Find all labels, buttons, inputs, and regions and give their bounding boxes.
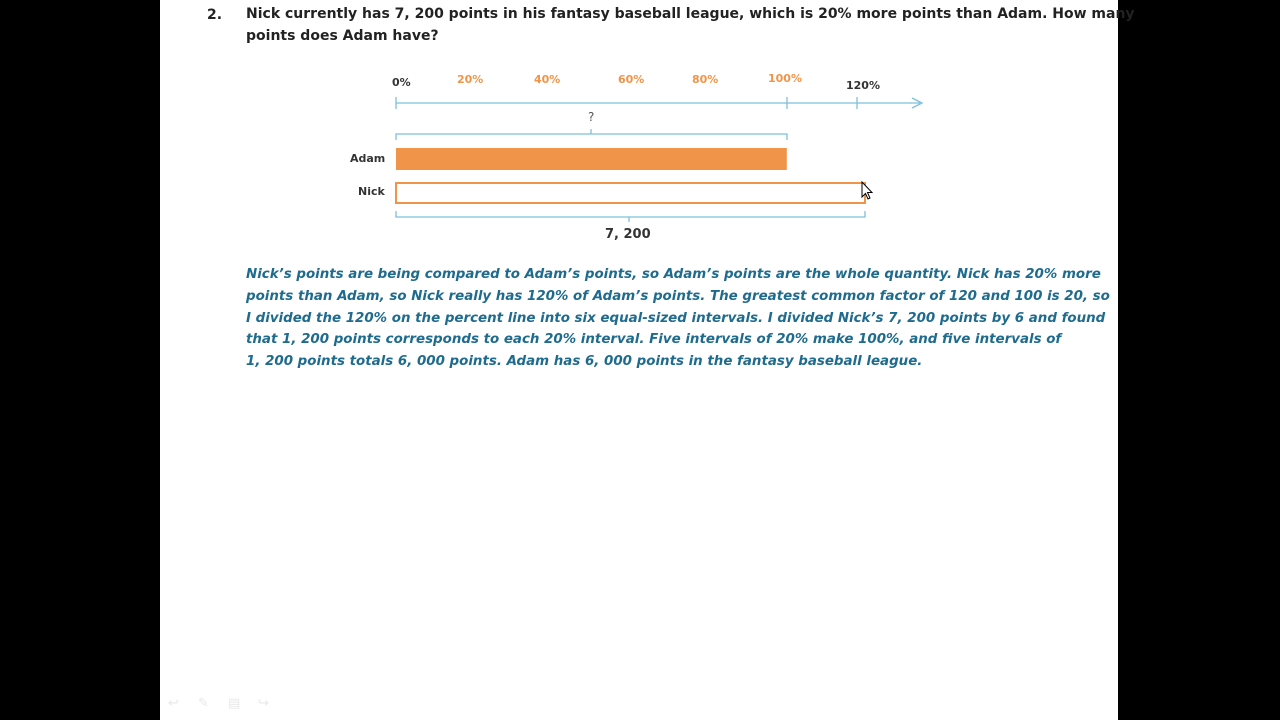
- total-label: 7, 200: [605, 227, 651, 242]
- question-text-line-2: points does Adam have?: [246, 28, 439, 44]
- nick-label: Nick: [358, 185, 385, 198]
- percent-label-40: 40%: [534, 73, 561, 86]
- answer-line-2: points than Adam, so Nick really has 120% of Adam’s points. The greatest common factor of 120 and 100 is 20, so: [246, 289, 1110, 304]
- pen-icon[interactable]: ✎: [198, 696, 209, 711]
- adam-label: Adam: [350, 152, 386, 165]
- question-number: 2.: [207, 7, 223, 23]
- slide: [160, 0, 1135, 720]
- nick-bracket: [396, 211, 865, 217]
- answer-line-4: that 1, 200 points corresponds to each 20% interval. Five intervals of 20% make 100%, and five intervals of: [246, 332, 1062, 347]
- menu-icon[interactable]: ▤: [228, 696, 241, 711]
- adam-bar: [396, 148, 787, 170]
- percent-label-20: 20%: [457, 73, 484, 86]
- percent-label-100: 100%: [768, 72, 802, 85]
- arrow-left-icon[interactable]: ↩: [168, 696, 179, 711]
- percent-label-80: 80%: [692, 73, 719, 86]
- arrow-right-icon[interactable]: ↪: [258, 696, 269, 711]
- percent-label-120: 120%: [846, 79, 880, 92]
- unknown-marker: ?: [588, 110, 595, 124]
- answer-line-3: I divided the 120% on the percent line into six equal-sized intervals. I divided Nick’s 7, 200 points by 6 and found: [246, 311, 1106, 326]
- answer-line-5: 1, 200 points totals 6, 000 points. Adam has 6, 000 points in the fantasy baseball league.: [246, 354, 923, 369]
- nick-bar: [396, 183, 865, 203]
- percent-label-0: 0%: [392, 76, 411, 89]
- tape-diagram: [160, 0, 1118, 260]
- percent-label-60: 60%: [618, 73, 645, 86]
- answer-line-1: Nick’s points are being compared to Adam’s points, so Adam’s points are the whole quantity. Nick has 20% more: [246, 267, 1101, 282]
- question-text-line-1: Nick currently has 7, 200 points in his fantasy baseball league, which is 20% more points than Adam. How many: [246, 6, 1135, 22]
- adam-bracket: [396, 134, 787, 140]
